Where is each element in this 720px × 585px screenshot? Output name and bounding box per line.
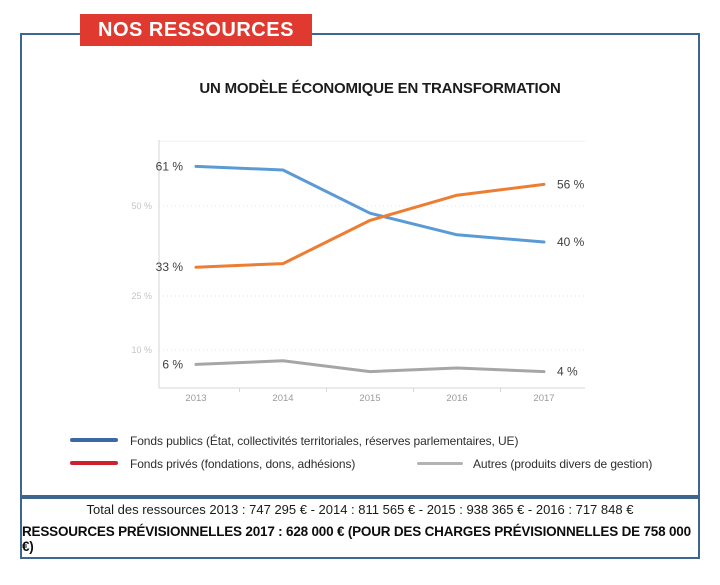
data-label-end-0: 40 % (557, 235, 585, 249)
chart-data-labels (156, 159, 585, 378)
data-label-end-1: 56 % (557, 177, 585, 192)
chart-line-1 (196, 184, 544, 267)
chart-gridlines (159, 141, 585, 350)
legend-label-fonds-prives: Fonds privés (fondations, dons, adhésions) (130, 457, 356, 471)
chart-series-lines (196, 166, 544, 371)
data-label-start-2: 6 % (162, 357, 183, 372)
section-header-title: NOS RESSOURCES (98, 18, 294, 41)
y-tick-label: 50 % (131, 201, 152, 211)
data-label-start-1: 33 % (155, 260, 183, 275)
x-tick-label: 2014 (272, 393, 294, 404)
y-tick-label: 10 % (131, 345, 152, 355)
x-tick-label: 2015 (359, 393, 381, 404)
legend-label-autres: Autres (produits divers de gestion) (473, 457, 653, 471)
data-label-end-2: 4 % (557, 364, 578, 379)
forecast-line: RESSOURCES PRÉVISIONNELLES 2017 : 628 000 € (POUR DES CHARGES PRÉVISIONNELLES DE 758 000 €) (22, 524, 691, 554)
totals-line: Total des ressources 2013 : 747 295 € - 2014 : 811 565 € - 2015 : 938 365 € - 2016 : 717 848 € (86, 502, 634, 517)
x-tick-label: 2017 (533, 393, 555, 404)
chart-line-0 (196, 166, 544, 242)
legend-label-fonds-publics: Fonds publics (État, collectivités territoriales, réserves parlementaires, UE) (130, 434, 519, 448)
chart-line-2 (196, 361, 544, 372)
chart-title: UN MODÈLE ÉCONOMIQUE EN TRANSFORMATION (199, 80, 561, 97)
data-label-start-0: 61 % (155, 159, 183, 174)
section-header-badge (80, 14, 312, 46)
chart-x-tick-labels (185, 393, 554, 404)
x-tick-label: 2016 (446, 393, 468, 404)
x-tick-label: 2013 (185, 393, 207, 404)
chart-y-tick-labels (131, 201, 152, 355)
y-tick-label: 25 % (131, 291, 152, 301)
